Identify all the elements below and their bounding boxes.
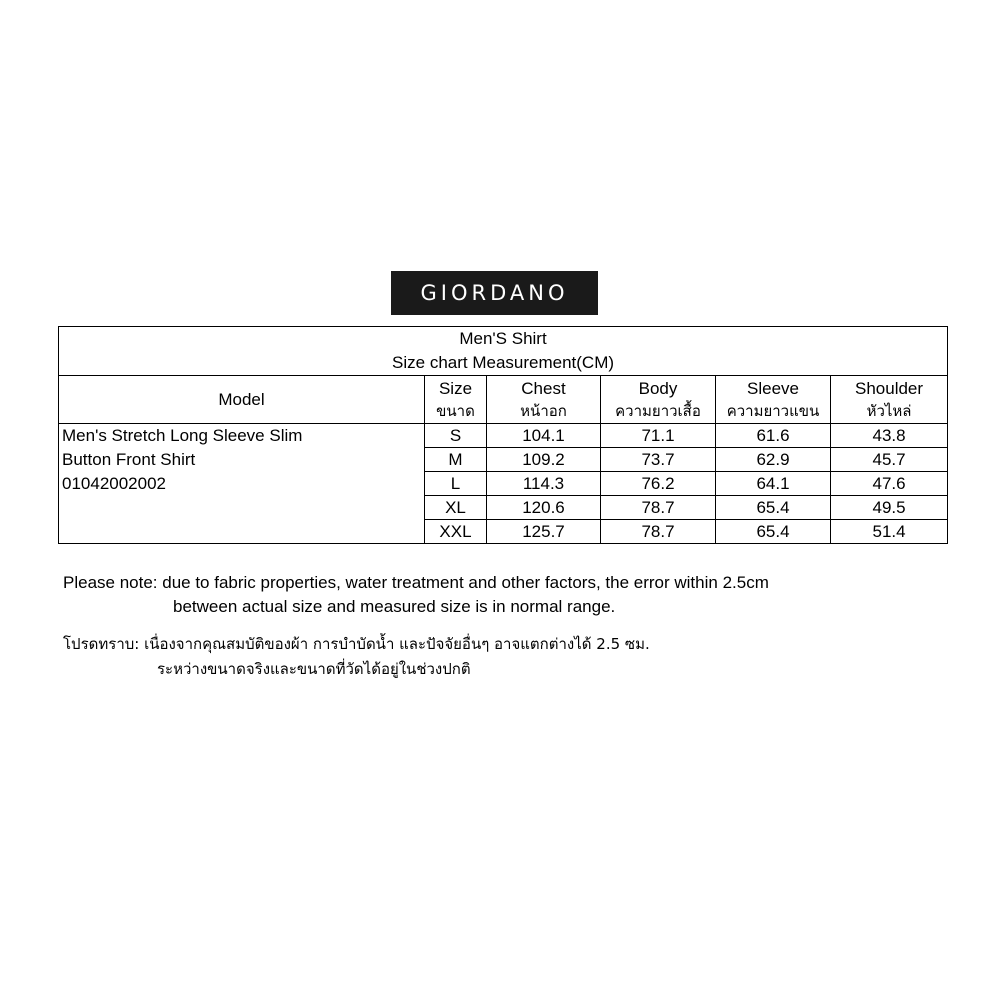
- table-header-row: [59, 376, 948, 424]
- size-chart-table: [58, 326, 948, 544]
- header-shoulder: [831, 376, 948, 424]
- table-title-line1: Men'S Shirt: [459, 329, 547, 348]
- note-english: [63, 571, 769, 619]
- header-size-th: ขนาด: [436, 401, 475, 420]
- cell-body: 76.2: [601, 472, 716, 496]
- cell-chest: 109.2: [487, 448, 601, 472]
- cell-sleeve: 62.9: [716, 448, 831, 472]
- cell-body: 73.7: [601, 448, 716, 472]
- model-name-line1: Men's Stretch Long Sleeve Slim: [62, 426, 303, 445]
- cell-body: 78.7: [601, 520, 716, 544]
- cell-shoulder: 51.4: [831, 520, 948, 544]
- cell-chest: 114.3: [487, 472, 601, 496]
- header-shoulder-en: Shoulder: [855, 378, 924, 398]
- model-code: 01042002002: [62, 474, 167, 493]
- cell-sleeve: 61.6: [716, 424, 831, 448]
- cell-chest: 120.6: [487, 496, 601, 520]
- header-model-label: Model: [218, 390, 265, 409]
- cell-body: 71.1: [601, 424, 716, 448]
- header-shoulder-th: หัวไหล่: [866, 401, 912, 420]
- cell-shoulder: 47.6: [831, 472, 948, 496]
- cell-body: 78.7: [601, 496, 716, 520]
- model-cell: [59, 424, 425, 544]
- giordano-logo: [391, 271, 598, 315]
- cell-size: XXL: [425, 520, 487, 544]
- header-body-en: Body: [638, 378, 678, 398]
- cell-sleeve: 64.1: [716, 472, 831, 496]
- cell-size: XL: [425, 496, 487, 520]
- header-chest: [487, 376, 601, 424]
- header-body: [601, 376, 716, 424]
- header-body-th: ความยาวเสื้อ: [615, 401, 701, 420]
- model-name-line2: Button Front Shirt: [62, 450, 196, 469]
- table-title-row: [59, 327, 948, 376]
- note-english-line1: Please note: due to fabric properties, water treatment and other factors, the error within 2.5cm: [63, 573, 769, 592]
- cell-sleeve: 65.4: [716, 520, 831, 544]
- cell-shoulder: 43.8: [831, 424, 948, 448]
- cell-shoulder: 49.5: [831, 496, 948, 520]
- table-row: [59, 424, 948, 448]
- table-title-line2: Size chart Measurement(CM): [392, 353, 615, 372]
- header-chest-th: หน้าอก: [520, 401, 567, 420]
- note-thai-line2: ระหว่างขนาดจริงและขนาดที่วัดได้อยู่ในช่วงปกติ: [157, 660, 471, 678]
- header-model: [59, 376, 425, 424]
- cell-size: M: [425, 448, 487, 472]
- logo-text: GIORDANO: [420, 281, 569, 305]
- note-english-line2: between actual size and measured size is in normal range.: [173, 597, 616, 616]
- cell-chest: 125.7: [487, 520, 601, 544]
- header-sleeve-en: Sleeve: [747, 378, 799, 398]
- header-sleeve: [716, 376, 831, 424]
- cell-size: L: [425, 472, 487, 496]
- header-sleeve-th: ความยาวแขน: [726, 401, 820, 420]
- note-thai-line1: โปรดทราบ: เนื่องจากคุณสมบัติของผ้า การบำบัดน้ำ และปัจจัยอื่นๆ อาจแตกต่างได้ 2.5 ซม.: [63, 635, 650, 653]
- header-size: [425, 376, 487, 424]
- header-size-en: Size: [438, 378, 473, 398]
- table-title: [59, 327, 948, 376]
- header-chest-en: Chest: [521, 378, 566, 398]
- cell-chest: 104.1: [487, 424, 601, 448]
- cell-sleeve: 65.4: [716, 496, 831, 520]
- cell-size: S: [425, 424, 487, 448]
- cell-shoulder: 45.7: [831, 448, 948, 472]
- note-thai: [63, 632, 650, 682]
